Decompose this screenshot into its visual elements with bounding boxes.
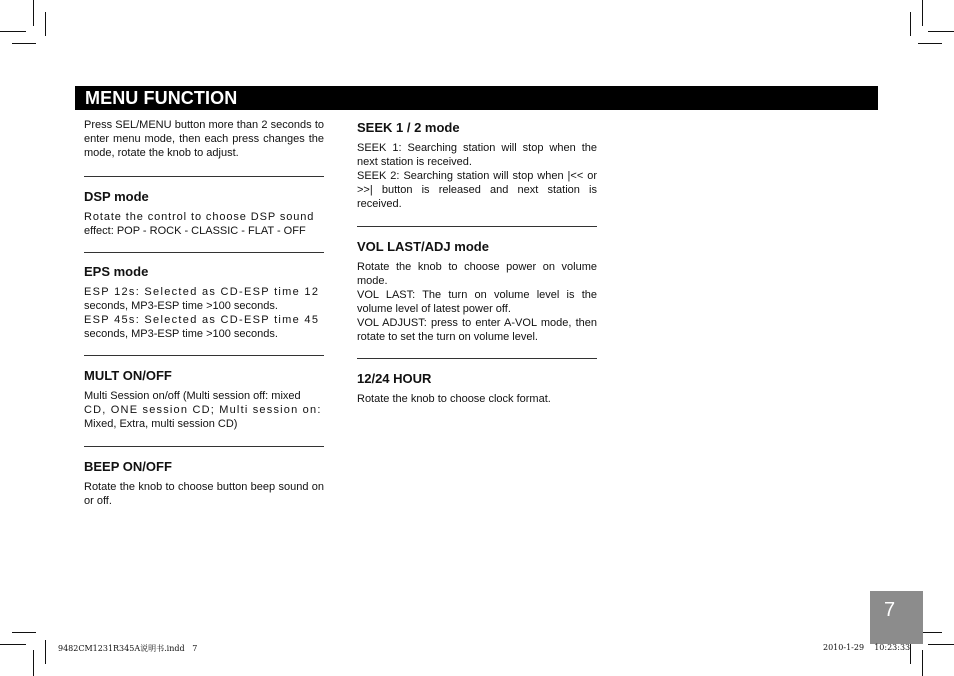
divider bbox=[84, 355, 324, 356]
vol-text-2: VOL LAST: The turn on volume level is the volume level of latest power off. bbox=[357, 289, 597, 315]
dsp-heading: DSP mode bbox=[84, 189, 149, 204]
crop-mark bbox=[922, 650, 923, 676]
title-bar bbox=[75, 86, 878, 110]
left-column bbox=[84, 118, 324, 508]
right-column bbox=[357, 120, 597, 406]
eps-line: ESP 12s: Selected as CD-ESP time 12 bbox=[84, 286, 320, 298]
divider bbox=[84, 446, 324, 447]
divider bbox=[84, 176, 324, 177]
crop-mark bbox=[928, 31, 954, 32]
mult-heading: MULT ON/OFF bbox=[84, 368, 172, 383]
crop-mark bbox=[33, 0, 34, 26]
dsp-line: Rotate the control to choose DSP sound bbox=[84, 211, 315, 223]
seek-text-1: SEEK 1: Searching station will stop when the next station is received. bbox=[357, 142, 597, 168]
eps-heading: EPS mode bbox=[84, 264, 149, 279]
intro-text: Press SEL/MENU button more than 2 seconds to enter menu mode, then each press changes the mode, rotate the knob to adjust. bbox=[84, 119, 324, 159]
eps-line: ESP 45s: Selected as CD-ESP time 45 bbox=[84, 314, 320, 326]
eps-line: seconds, MP3-ESP time >100 seconds. bbox=[84, 300, 278, 312]
crop-mark bbox=[0, 644, 26, 645]
vol-text-3: VOL ADJUST: press to enter A-VOL mode, then rotate to set the turn on volume level. bbox=[357, 317, 597, 343]
crop-mark bbox=[33, 650, 34, 676]
vol-text-1: Rotate the knob to choose power on volume mode. bbox=[357, 261, 597, 287]
dsp-text bbox=[84, 210, 324, 238]
hour-text: Rotate the knob to choose clock format. bbox=[357, 393, 551, 405]
divider bbox=[357, 358, 597, 359]
crop-mark bbox=[45, 12, 46, 36]
crop-mark bbox=[910, 12, 911, 36]
crop-mark bbox=[0, 31, 26, 32]
seek-text-2: SEEK 2: Searching station will stop when |<< or >>| button is released and next station is received. bbox=[357, 170, 597, 210]
beep-heading: BEEP ON/OFF bbox=[84, 459, 172, 474]
divider bbox=[84, 252, 324, 253]
footer-date-slug: 2010-1-29 10:23:33 bbox=[823, 643, 911, 652]
mult-text bbox=[84, 389, 324, 431]
crop-mark bbox=[928, 644, 954, 645]
crop-mark bbox=[918, 43, 942, 44]
mult-line: Multi Session on/off (Multi session off: mixed bbox=[84, 390, 301, 402]
page-number: 7 bbox=[884, 599, 896, 621]
divider bbox=[357, 226, 597, 227]
eps-line: seconds, MP3-ESP time >100 seconds. bbox=[84, 328, 278, 340]
crop-mark bbox=[922, 0, 923, 26]
beep-text: Rotate the knob to choose button beep sound on or off. bbox=[84, 481, 324, 507]
dsp-line: effect: POP - ROCK - CLASSIC - FLAT - OFF bbox=[84, 225, 306, 237]
page-number-tab bbox=[870, 591, 923, 644]
crop-mark bbox=[12, 43, 36, 44]
crop-mark bbox=[12, 632, 36, 633]
hour-heading: 12/24 HOUR bbox=[357, 371, 432, 386]
page-title: MENU FUNCTION bbox=[85, 88, 238, 108]
mult-line: CD, ONE session CD; Multi session on: bbox=[84, 404, 322, 416]
footer-file-slug: 9482CM1231R345A说明书.indd 7 bbox=[58, 644, 198, 653]
crop-mark bbox=[45, 640, 46, 664]
seek-heading: SEEK 1 / 2 mode bbox=[357, 120, 460, 135]
mult-line: Mixed, Extra, multi session CD) bbox=[84, 418, 238, 430]
eps-text bbox=[84, 285, 324, 341]
vol-heading: VOL LAST/ADJ mode bbox=[357, 239, 489, 254]
